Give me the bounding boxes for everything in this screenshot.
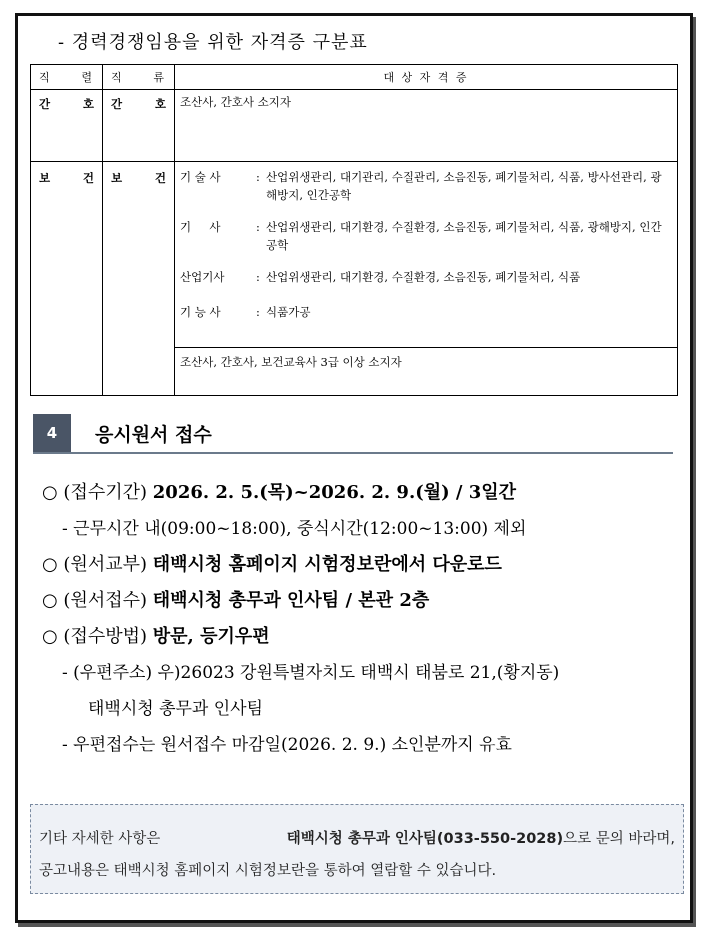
- qual-item: 기 능 사 : 식품가공: [180, 305, 311, 319]
- nursing-series: [31, 90, 103, 162]
- health-series-text: 보 건: [39, 171, 94, 185]
- table-row-nursing: [31, 90, 678, 162]
- health-extra: 조산사, 간호사, 보건교육사 3급 이상 소지자: [175, 348, 678, 396]
- address-line-cont: 태백시청 총무과 인사팀: [88, 699, 264, 719]
- qual-item: 산업기사 : 산업위생관리, 대기환경, 수질환경, 소음진동, 폐기물처리, 식품: [180, 270, 581, 284]
- address-line: - (우편주소) 우)26023 강원특별자치도 태백시 태붐로 21,(황지동): [62, 663, 560, 683]
- header-class: [103, 65, 175, 90]
- header-class-text: 직 류: [111, 71, 166, 84]
- notice-line-2: 공고내용은 태백시청 홈페이지 시험정보란을 통하여 열람할 수 있습니다.: [39, 863, 497, 879]
- method-value: 방문, 등기우편: [152, 626, 270, 647]
- receipt-value: 태백시청 총무과 인사팀 / 본관 2층: [152, 590, 430, 611]
- table-row-health: [31, 162, 678, 348]
- nursing-class-text: 간 호: [111, 97, 166, 111]
- header-series: [31, 65, 103, 90]
- health-series: [31, 162, 103, 396]
- qual-item: 기 술 사 : 산업위생관리, 대기관리, 수질관리, 소음진동, 폐기물처리, 식품, 방사선관리, 광해방지, 인간공학: [180, 170, 662, 202]
- header-series-text: 직 렬: [39, 71, 94, 84]
- period-line: ○ (접수기간) 2026. 2. 5.(목)~2026. 2. 9.(월) / 3일간: [42, 482, 517, 503]
- nursing-target: 조산사, 간호사 소지자: [175, 90, 678, 162]
- table-header-row: [31, 65, 678, 90]
- nursing-class: [103, 90, 175, 162]
- qualification-table: [30, 64, 678, 396]
- section-title: 응시원서 접수: [95, 424, 212, 446]
- method-line: ○ (접수방법) 방문, 등기우편: [42, 626, 270, 647]
- receipt-line: ○ (원서접수) 태백시청 총무과 인사팀 / 본관 2층: [42, 590, 430, 611]
- form-line: ○ (원서교부) 태백시청 홈페이지 시험정보란에서 다운로드: [42, 554, 502, 575]
- section-4-heading: [33, 414, 673, 454]
- header-target: 대 상 자 격 증: [175, 65, 678, 90]
- table-section-title: - 경력경쟁임용을 위한 자격증 구분표: [58, 32, 368, 53]
- health-class-text: 보 건: [111, 171, 166, 185]
- nursing-series-text: 간 호: [39, 97, 94, 111]
- form-value: 태백시청 홈페이지 시험정보란에서 다운로드: [152, 554, 502, 575]
- notice-line-1: 기타 자세한 사항은 태백시청 총무과 인사팀(033-550-2028)으로 문의 바라며,: [39, 831, 675, 847]
- health-target: [175, 162, 678, 348]
- postal-note-line: - 우편접수는 원서접수 마감일(2026. 2. 9.) 소인분까지 유효: [62, 735, 512, 755]
- qual-item: 기 사 : 산업위생관리, 대기환경, 수질환경, 소음진동, 폐기물처리, 식품, 광해방지, 인간공학: [180, 220, 662, 252]
- period-value: 2026. 2. 5.(목)~2026. 2. 9.(월) / 3일간: [152, 482, 517, 503]
- section-number: 4: [33, 414, 71, 452]
- work-hours-line: - 근무시간 내(09:00~18:00), 중식시간(12:00~13:00) 제외: [62, 519, 527, 539]
- notice-box: [30, 804, 684, 894]
- contact-info: 태백시청 총무과 인사팀(033-550-2028): [286, 831, 564, 847]
- health-class: [103, 162, 175, 396]
